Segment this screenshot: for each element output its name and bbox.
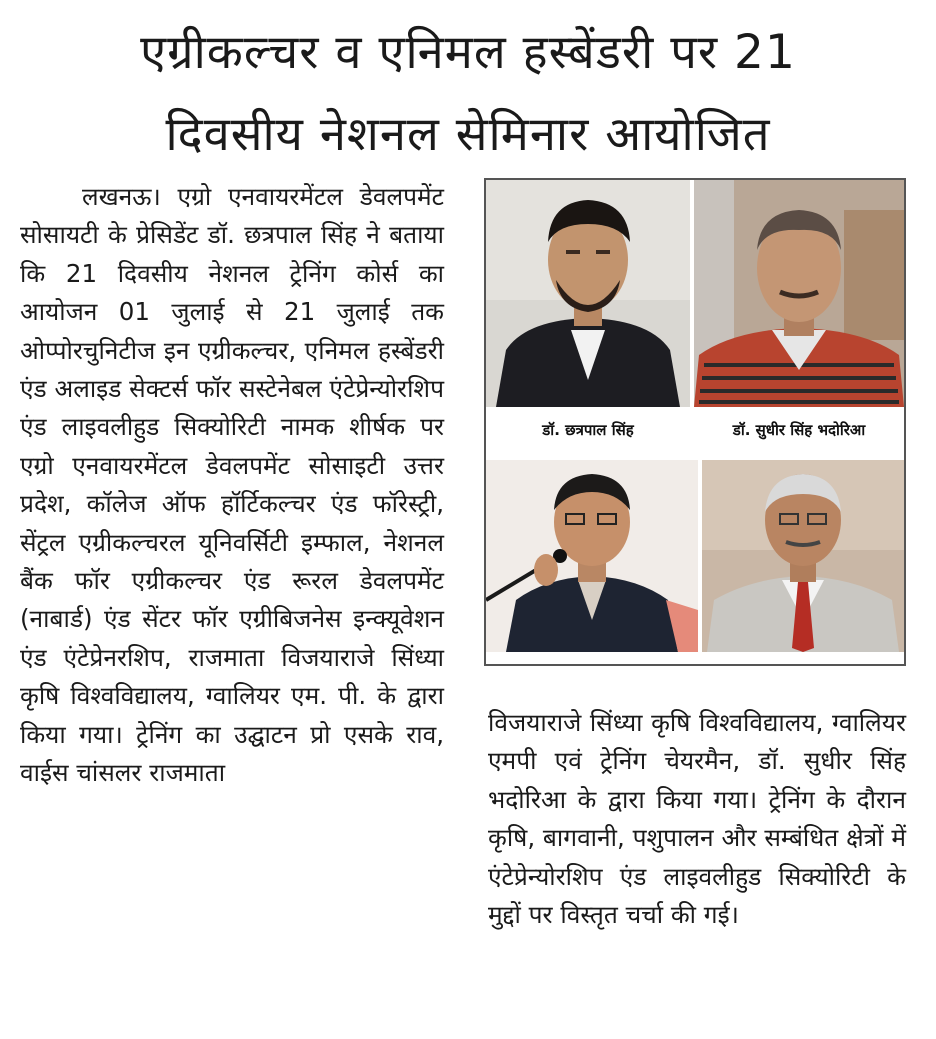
portrait-photo-chhatrapal-singh	[486, 180, 690, 407]
portrait-photo-speaker	[486, 460, 698, 652]
article-left-text: लखनऊ। एग्रो एनवायरमेंटल डेवलपमेंट सोसायटी के प्रेसिडेंट डॉ. छत्रपाल सिंह ने बताया कि 21 दिवसीय नेशनल ट्रेनिंग कोर्स का आयोजन 01 जुलाई से 21 जुलाई तक ओप्पोरचुनिटीज इन एग्रीकल्चर, एनिमल हस्बेंडरी एंड अलाइड सेक्टर्स फॉर सस्टेनेबल एंटेप्रेन्योरशिप एंड लाइवलीहुड सिक्योरिटी नामक शीर्षक पर एग्रो एनवायरमेंटल डेवलपमेंट सोसाइटी उत्तर प्रदेश, कॉलेज ऑफ हॉर्टिकल्चर एंड फॉरेस्ट्री, सेंट्रल एग्रीकल्चरल यूनिवर्सिटी इम्फाल, नेशनल बैंक फॉर एग्रीकल्चर एंड रूरल डेवलपमेंट (नाबार्ड) एंड सेंटर फॉर एग्रीबिजनेस इन्क्यूवेशन एंड एंटेप्रेनरशिप, राजमाता विजयाराजे सिंध्या कृषि विश्वविद्यालय, ग्वालियर एम. पी. के द्वारा किया गया। ट्रेनिंग का उद्घाटन प्रो एसके राव, वाईस चांसलर राजमाता	[20, 182, 444, 788]
article-right-text: विजयाराजे सिंध्या कृषि विश्वविद्यालय, ग्वालियर एमपी एवं ट्रेनिंग चेयरमैन, डॉ. सुधीर सिंह भदोरिआ के द्वारा किया गया। ट्रेनिंग के दौरान कृषि, बागवानी, पशुपालन और सम्बंधित क्षेत्रों में एंटेप्रेन्योरशिप एंड लाइवलीहुड सिक्योरिटी के मुद्दों पर विस्तृत चर्चा की गई।	[488, 708, 906, 930]
caption-sudhir-singh-bhadoria: डॉ. सुधीर सिंह भदोरिआ	[732, 421, 866, 439]
headline	[0, 12, 936, 176]
headline-line-2: दिवसीय नेशनल सेमिनार आयोजित	[165, 107, 771, 162]
headline-line-1: एग्रीकल्चर व एनिमल हस्बेंडरी पर 21	[140, 25, 796, 80]
caption-chhatrapal-singh: डॉ. छत्रपाल सिंह	[542, 421, 634, 439]
article-left-column	[20, 178, 444, 793]
portrait-photo-sudhir-singh-bhadoria	[694, 180, 904, 407]
portrait-photo-sk-rao	[702, 460, 904, 652]
photo-collage	[484, 178, 906, 666]
article-right-column	[488, 704, 906, 934]
